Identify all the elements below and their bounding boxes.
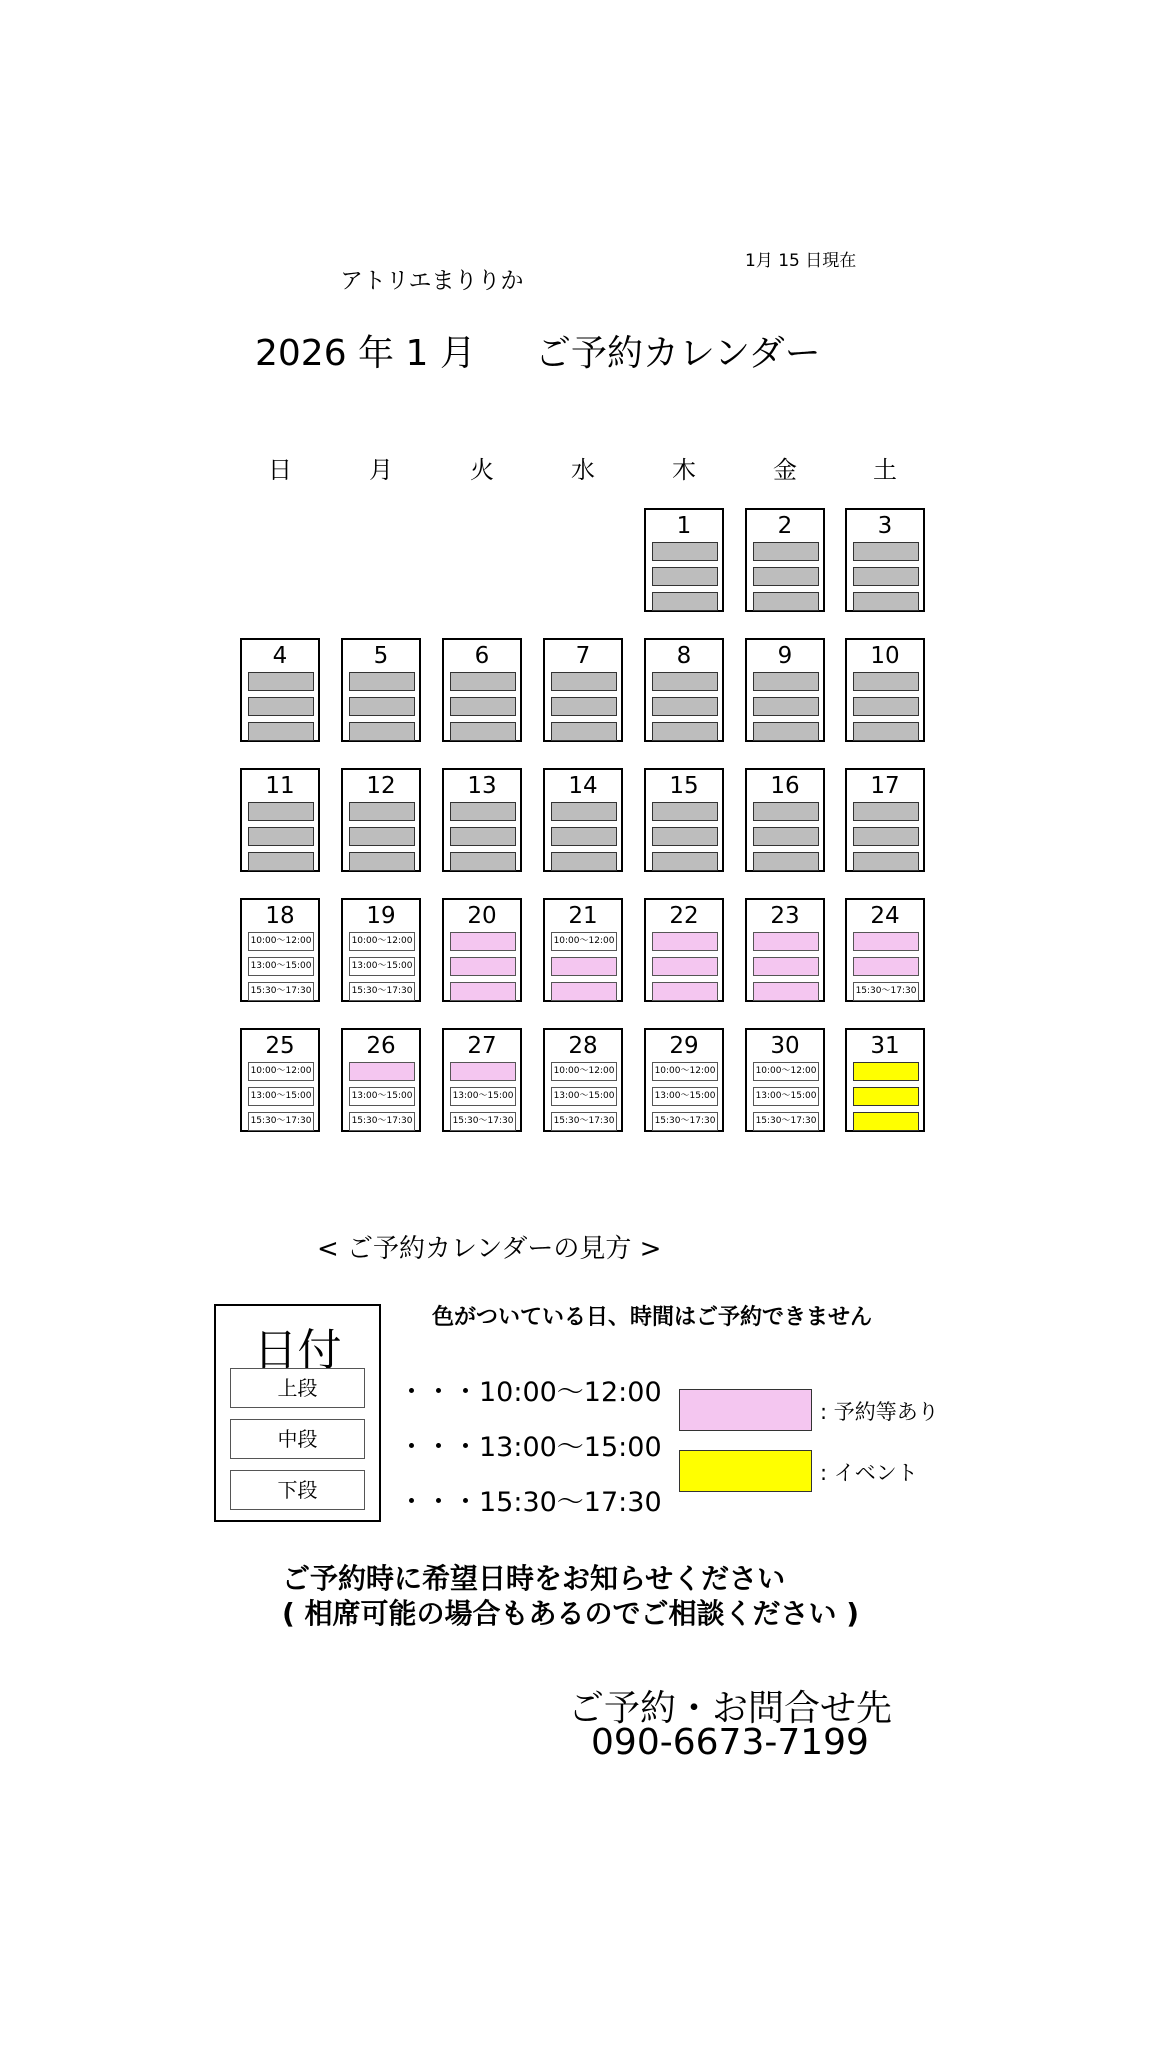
day-number: 12 [366,773,396,799]
time-slot-closed [652,567,718,586]
day-number: 2 [777,513,793,539]
time-slot-closed [450,672,516,691]
legend-label-event: : イベント [820,1461,918,1485]
calendar-day [745,1028,825,1132]
day-number: 3 [877,513,893,539]
time-slot-closed [753,672,819,691]
calendar-day [845,898,925,1002]
calendar-day [644,768,724,872]
time-slot-closed [753,697,819,716]
time-slot-open: 15:30〜17:30 [450,1112,516,1131]
calendar-day [341,768,421,872]
calendar-day [341,898,421,1002]
time-slot-closed [652,542,718,561]
time-slot-open: 10:00〜12:00 [652,1062,718,1081]
legend-date-label: 日付 [253,1325,342,1376]
day-number: 7 [575,643,591,669]
legend-swatch-booked [679,1389,812,1431]
time-slot-booked [652,982,718,1001]
day-number: 10 [870,643,900,669]
time-slot-closed [753,802,819,821]
time-slot-event [853,1112,919,1131]
time-slot-closed [450,697,516,716]
time-slot-open: 13:00〜15:00 [753,1087,819,1106]
calendar-day [543,1028,623,1132]
time-slot-closed [450,827,516,846]
time-slot-booked [753,982,819,1001]
legend-swatch-event [679,1450,812,1492]
day-number: 28 [568,1033,598,1059]
time-slot-closed [853,672,919,691]
day-number: 8 [676,643,692,669]
time-slot-booked [450,932,516,951]
day-number: 18 [265,903,295,929]
calendar-day [240,768,320,872]
time-slot-booked [450,957,516,976]
time-slot-closed [652,802,718,821]
time-slot-open: 10:00〜12:00 [753,1062,819,1081]
day-number: 17 [870,773,900,799]
calendar-day [644,1028,724,1132]
day-number: 21 [568,903,598,929]
calendar-day [442,1028,522,1132]
legend-note: 色がついている日、時間はご予約できません [432,1305,873,1330]
legend-title: < ご予約カレンダーの見方 > [317,1234,662,1264]
time-slot-booked [753,932,819,951]
day-number: 11 [265,773,295,799]
calendar-day [644,508,724,612]
calendar-day [845,638,925,742]
calendar-day [745,768,825,872]
time-slot-open: 15:30〜17:30 [551,1112,617,1131]
time-slot-open: 15:30〜17:30 [853,982,919,1001]
time-slot-booked [853,932,919,951]
time-slot-closed [248,802,314,821]
day-number: 15 [669,773,699,799]
time-slot-booked [450,1062,516,1081]
time-slot-closed [753,827,819,846]
calendar-day [341,638,421,742]
day-number: 26 [366,1033,396,1059]
time-slot-open: 15:30〜17:30 [349,982,415,1001]
day-number: 4 [272,643,288,669]
time-slot-booked [652,932,718,951]
time-slot-closed [551,672,617,691]
time-slot-closed [853,697,919,716]
time-slot-closed [753,592,819,611]
calendar-day [240,1028,320,1132]
time-slot-booked [349,1062,415,1081]
legend-label-booked: : 予約等あり [820,1400,939,1424]
day-number: 22 [669,903,699,929]
time-slot-closed [652,852,718,871]
calendar-day [442,898,522,1002]
legend-day-example [214,1304,381,1522]
time-slot-closed [753,567,819,586]
weekday-header: 土 [873,456,897,484]
legend-row-bottom: 下段 [230,1470,365,1510]
time-slot-booked [551,982,617,1001]
legend-time-middle: ・・・13:00〜15:00 [398,1432,662,1463]
notice-line-1: ご予約時に希望日時をお知らせください [282,1562,786,1595]
time-slot-closed [652,827,718,846]
calendar-day [644,638,724,742]
time-slot-closed [349,827,415,846]
time-slot-closed [349,722,415,741]
time-slot-open: 15:30〜17:30 [349,1112,415,1131]
time-slot-open: 10:00〜12:00 [551,1062,617,1081]
time-slot-closed [450,802,516,821]
time-slot-open: 13:00〜15:00 [349,957,415,976]
time-slot-booked [551,957,617,976]
calendar-day [644,898,724,1002]
weekday-header: 水 [571,456,595,484]
day-number: 23 [770,903,800,929]
time-slot-closed [248,827,314,846]
day-number: 6 [474,643,490,669]
calendar-day [543,638,623,742]
weekday-header: 日 [268,456,292,484]
time-slot-open: 10:00〜12:00 [551,932,617,951]
time-slot-closed [753,722,819,741]
time-slot-closed [551,697,617,716]
legend-time-bottom: ・・・15:30〜17:30 [398,1487,662,1518]
day-number: 1 [676,513,692,539]
time-slot-closed [853,802,919,821]
calendar-day [745,898,825,1002]
time-slot-closed [248,852,314,871]
time-slot-closed [349,697,415,716]
weekday-header: 月 [369,456,393,484]
time-slot-closed [551,802,617,821]
time-slot-closed [652,592,718,611]
time-slot-booked [753,957,819,976]
time-slot-open: 13:00〜15:00 [652,1087,718,1106]
day-number: 16 [770,773,800,799]
time-slot-open: 15:30〜17:30 [248,982,314,1001]
time-slot-closed [349,802,415,821]
calendar-day [845,508,925,612]
time-slot-open: 10:00〜12:00 [248,1062,314,1081]
contact-phone: 090-6673-7199 [591,1722,869,1763]
time-slot-open: 13:00〜15:00 [551,1087,617,1106]
time-slot-closed [248,722,314,741]
calendar-day [240,898,320,1002]
day-number: 27 [467,1033,497,1059]
calendar-day [845,1028,925,1132]
time-slot-closed [450,722,516,741]
time-slot-closed [853,827,919,846]
as-of-date: 1月 15 日現在 [745,251,857,271]
day-number: 14 [568,773,598,799]
day-number: 9 [777,643,793,669]
legend-row-top: 上段 [230,1368,365,1408]
day-number: 29 [669,1033,699,1059]
notice-line-2: ( 相席可能の場合もあるのでご相談ください ) [282,1597,860,1630]
time-slot-open: 15:30〜17:30 [248,1112,314,1131]
calendar-day [745,508,825,612]
time-slot-closed [652,722,718,741]
time-slot-event [853,1062,919,1081]
day-number: 25 [265,1033,295,1059]
calendar-day [543,768,623,872]
day-number: 5 [373,643,389,669]
calendar-day [341,1028,421,1132]
weekday-header: 木 [672,456,696,484]
day-number: 24 [870,903,900,929]
legend-row-middle: 中段 [230,1419,365,1459]
time-slot-open: 10:00〜12:00 [349,932,415,951]
time-slot-closed [853,852,919,871]
legend-time-top: ・・・10:00〜12:00 [398,1377,662,1408]
day-number: 19 [366,903,396,929]
weekday-header: 金 [773,456,797,484]
time-slot-closed [853,592,919,611]
calendar-day [240,638,320,742]
time-slot-booked [652,957,718,976]
time-slot-closed [551,852,617,871]
time-slot-closed [652,672,718,691]
day-number: 13 [467,773,497,799]
contact-label: ご予約・お問合せ先 [567,1688,892,1729]
time-slot-event [853,1087,919,1106]
time-slot-closed [753,542,819,561]
time-slot-closed [853,567,919,586]
time-slot-closed [753,852,819,871]
weekday-header: 火 [470,456,494,484]
time-slot-closed [248,697,314,716]
time-slot-open: 13:00〜15:00 [248,957,314,976]
time-slot-closed [248,672,314,691]
time-slot-closed [551,722,617,741]
time-slot-open: 10:00〜12:00 [248,932,314,951]
time-slot-closed [349,672,415,691]
time-slot-booked [853,957,919,976]
studio-name: アトリエまりりか [340,268,524,294]
time-slot-closed [853,722,919,741]
time-slot-open: 13:00〜15:00 [248,1087,314,1106]
calendar-day [442,638,522,742]
day-number: 31 [870,1033,900,1059]
time-slot-closed [551,827,617,846]
day-number: 20 [467,903,497,929]
day-number: 30 [770,1033,800,1059]
calendar-title: ご予約カレンダー [535,333,821,374]
time-slot-closed [853,542,919,561]
calendar-day [745,638,825,742]
time-slot-open: 13:00〜15:00 [349,1087,415,1106]
calendar-month-title: 2026 年 1 月 [255,333,476,374]
time-slot-open: 13:00〜15:00 [450,1087,516,1106]
time-slot-open: 15:30〜17:30 [753,1112,819,1131]
time-slot-booked [450,982,516,1001]
time-slot-closed [652,697,718,716]
time-slot-open: 15:30〜17:30 [652,1112,718,1131]
calendar-day [543,898,623,1002]
calendar-day [442,768,522,872]
time-slot-closed [349,852,415,871]
calendar-day [845,768,925,872]
time-slot-closed [450,852,516,871]
